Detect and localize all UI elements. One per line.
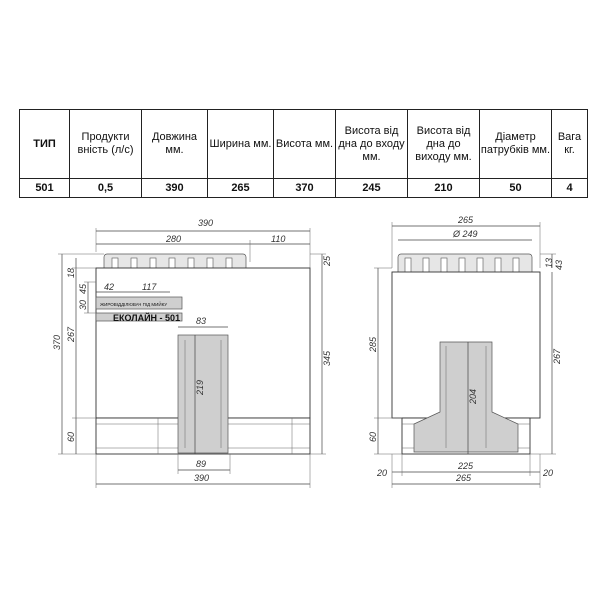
front-height-total: 370 bbox=[52, 334, 62, 350]
front-base-height: 60 bbox=[66, 431, 76, 442]
value-length: 390 bbox=[142, 179, 208, 198]
front-column-width-top: 83 bbox=[196, 316, 207, 326]
header-outlet-height: Висота від дна до виходу мм. bbox=[408, 110, 480, 179]
side-view bbox=[368, 215, 564, 488]
header-capacity: Продукти вність (л/с) bbox=[70, 110, 142, 179]
header-inlet-height: Висота від дна до входу мм. bbox=[336, 110, 408, 179]
front-pipe-h1: 45 bbox=[78, 283, 88, 294]
front-length-bottom: 390 bbox=[194, 473, 210, 483]
side-column-height: 204 bbox=[468, 388, 478, 404]
side-width-bottom: 265 bbox=[456, 473, 472, 483]
side-diameter: Ø 249 bbox=[453, 229, 478, 239]
side-height-left: 285 bbox=[368, 336, 378, 352]
front-view bbox=[52, 218, 332, 488]
value-outlet-height: 210 bbox=[408, 179, 480, 198]
front-right-top: 25 bbox=[322, 255, 332, 266]
front-part-b: 110 bbox=[271, 234, 286, 244]
side-bottom-right: 20 bbox=[543, 468, 554, 478]
side-base-height: 60 bbox=[368, 431, 378, 442]
side-bottom-mid: 225 bbox=[458, 461, 474, 471]
value-width: 265 bbox=[208, 179, 274, 198]
header-pipe-diameter: Діаметр патрубків мм. bbox=[480, 110, 552, 179]
front-pipe-len: 117 bbox=[142, 282, 157, 292]
front-column-height: 219 bbox=[195, 379, 205, 395]
front-height-inner: 267 bbox=[66, 326, 76, 342]
front-part-a: 280 bbox=[166, 234, 182, 244]
front-pipe-h2: 30 bbox=[78, 299, 88, 310]
front-top-offset: 18 bbox=[66, 267, 76, 278]
value-inlet-height: 245 bbox=[336, 179, 408, 198]
header-width: Ширина мм. bbox=[208, 110, 274, 179]
front-pipe-x: 42 bbox=[104, 282, 115, 292]
header-height: Висота мм. bbox=[274, 110, 336, 179]
header-type: ТИП bbox=[20, 110, 70, 179]
side-top-right-a: 13 bbox=[544, 257, 554, 268]
header-weight: Вага кг. bbox=[552, 110, 588, 179]
header-length: Довжина мм. bbox=[142, 110, 208, 179]
value-capacity: 0,5 bbox=[70, 179, 142, 198]
front-length-top: 390 bbox=[198, 218, 214, 228]
value-weight: 4 bbox=[552, 179, 588, 198]
side-width-top: 265 bbox=[458, 215, 474, 225]
front-label-big: ЕКОЛАЙН - 501 bbox=[113, 313, 181, 323]
value-height: 370 bbox=[274, 179, 336, 198]
side-height-right: 267 bbox=[552, 348, 562, 364]
value-pipe-diameter: 50 bbox=[480, 179, 552, 198]
front-right-height: 345 bbox=[322, 350, 332, 366]
front-column-width-bottom: 89 bbox=[196, 459, 207, 469]
value-type: 501 bbox=[20, 179, 70, 198]
side-bottom-left: 20 bbox=[377, 468, 388, 478]
side-top-right-b: 43 bbox=[554, 259, 564, 270]
front-label-small: ЖИРОВІДДІЛЮВАЧ ПІД МИЙКУ bbox=[100, 302, 168, 307]
